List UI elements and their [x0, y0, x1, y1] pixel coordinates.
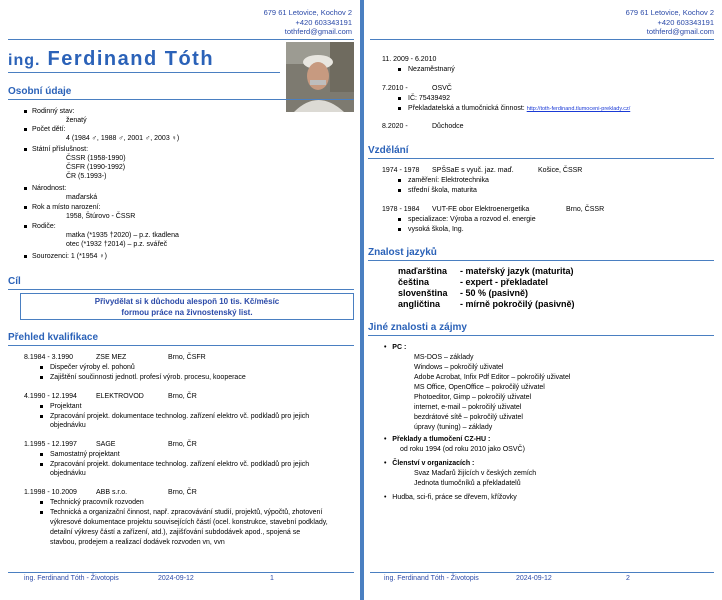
section-rule: [368, 260, 714, 261]
bullet: [40, 463, 43, 466]
citizenship-label: Státní příslušnost:: [32, 146, 89, 153]
bullet: [24, 128, 27, 131]
job-place: Brno, ČSFR: [168, 354, 206, 361]
job-period: 7.2010 -: [382, 85, 408, 92]
membership-label: • Členství v organizacích :: [384, 460, 475, 467]
membership-label-text: Členství v organizacích :: [392, 460, 475, 467]
siblings: Sourozenci: 1 (*1954 ♀): [32, 253, 107, 260]
job-place: Brno, ČR: [168, 393, 197, 400]
job-period: 8.2020 -: [382, 123, 408, 130]
language-name: slovenština: [398, 288, 448, 298]
email: tothferd@gmail.com: [646, 27, 714, 36]
page-number: 2: [626, 575, 630, 582]
contact-header: [264, 8, 352, 37]
language-level: - mírně pokročilý (pasivně): [460, 299, 575, 309]
parents-value: otec (*1932 †2014) – p.z. svářeč: [66, 241, 168, 248]
school-place: Košice, ČSSR: [538, 167, 583, 174]
citizenship-value: ČSFR (1990-1992): [66, 164, 126, 171]
translation-value: od roku 1994 (od roku 2010 jako OSVČ): [400, 446, 525, 453]
bullet: [24, 148, 27, 151]
contact-header: [626, 8, 714, 37]
job-item: detailní výkresy částí a zařízení, atd.), zajišťování subdodávek apod., spojená se: [50, 529, 301, 536]
school-place: Brno, ČSSR: [566, 206, 605, 213]
goal-box: [20, 293, 354, 320]
job-item: Zajištění součinnosti jednotl. profesí výrob. procesu, kooperace: [50, 374, 246, 381]
job-period: 11. 2009 - 6.2010: [382, 56, 437, 63]
footer-date: 2024-09-12: [158, 575, 194, 582]
bullet: [398, 68, 401, 71]
job-item: Zpracování projekt. dokumentace technolog. zařízení elektro vč. podkladů pro jejich: [50, 461, 310, 468]
membership-item: Svaz Maďarů žijících v českých zemích: [414, 470, 537, 477]
job-item: Samostatný projektant: [50, 451, 120, 458]
address: 679 61 Letovice, Kochov 2: [263, 8, 352, 17]
section-personal: Osobní údaje: [8, 86, 72, 97]
section-goal: Cíl: [8, 276, 21, 287]
translation-label: • Překlady a tlumočení CZ-HU :: [384, 436, 491, 443]
school-item: zaměření: Elektrotechnika: [408, 177, 489, 184]
bullet: [398, 179, 401, 182]
footer-doc: ing. Ferdinand Tóth - Životopis: [24, 575, 119, 582]
bullet: [24, 255, 27, 258]
citizenship-value: ČR (5.1993-): [66, 173, 107, 180]
hobbies: • Hudba, sci-fi, práce se dřevem, křížovky: [384, 494, 517, 501]
bullet: [40, 501, 43, 504]
section-rule: [8, 345, 354, 346]
job-period: 1.1995 - 12.1997: [24, 441, 77, 448]
language-level: - expert - překladatel: [460, 277, 549, 287]
bullet: [40, 376, 43, 379]
email: tothferd@gmail.com: [284, 27, 352, 36]
pc-item: bezdrátové sítě – pokročilý uživatel: [414, 414, 523, 421]
parents-value: matka (*1935 †2020) – p.z. tkadlena: [66, 232, 179, 239]
membership-item: Jednota tlumočníků a překladatelů: [414, 480, 521, 487]
school-item: specializace: Výroba a rozvod el. energie: [408, 216, 536, 223]
goal-line: Přivydělat si k důchodu alespoň 10 tis. Kč/měsíc: [94, 297, 280, 306]
section-other: Jiné znalosti a zájmy: [368, 322, 467, 333]
pc-item: internet, e-mail – pokročilý uživatel: [414, 404, 522, 411]
job-item: Technický pracovník rozvoden: [50, 499, 144, 506]
school-name: SPŠSaE s vyuč. jaz. maď.: [432, 167, 514, 174]
job-item: Dispečer výroby el. pohonů: [50, 364, 135, 371]
school-period: 1974 - 1978: [382, 167, 420, 174]
pc-item: Windows – pokročilý uživatel: [414, 364, 504, 371]
bullet: [24, 110, 27, 113]
job-item: výkresové dokumentace projektu souvisejících částí (ocel. konstrukce, stavební podklady,: [50, 519, 328, 526]
name-prefix: ing.: [8, 52, 41, 69]
job-place: Brno, ČR: [168, 489, 197, 496]
header-rule: [370, 39, 714, 40]
marital-value: ženatý: [66, 117, 87, 124]
bullet: [40, 366, 43, 369]
pc-item: úpravy (tuning) – základy: [414, 424, 493, 431]
section-rule: [8, 99, 354, 100]
bullet: [24, 225, 27, 228]
bullet: [398, 228, 401, 231]
birth-label: Rok a místo narození:: [32, 204, 101, 211]
page-number: 1: [270, 575, 274, 582]
footer-rule: [8, 572, 354, 573]
job-item: Zpracování projekt. dokumentace technolog. zařízení elektro vč. podkladů pro jejich: [50, 413, 310, 420]
full-name: Ferdinand Tóth: [47, 48, 215, 70]
job-place: Brno, ČR: [168, 441, 197, 448]
job-company: ZSE MEZ: [96, 354, 127, 361]
bullet: [40, 405, 43, 408]
job-period: 4.1990 - 12.1994: [24, 393, 77, 400]
job-item: objednávku: [50, 470, 86, 477]
job-company: OSVČ: [432, 85, 452, 92]
section-rule: [8, 289, 354, 290]
section-languages: Znalost jazyků: [368, 247, 437, 258]
section-rule: [368, 335, 714, 336]
pc-label-text: PC :: [392, 344, 407, 351]
birth-value: 1958, Štúrovo - ČSSR: [66, 213, 136, 220]
job-item: IČ: 75439492: [408, 95, 451, 102]
footer-rule: [370, 572, 714, 573]
children-value: 4 (1984 ♂, 1988 ♂, 2001 ♂, 2003 ♀): [66, 135, 180, 142]
language-name: čeština: [398, 277, 430, 287]
title-rule: [8, 72, 280, 73]
page-title: [8, 48, 214, 71]
pc-item: MS Office, OpenOffice – pokročilý uživatel: [414, 384, 545, 391]
citizenship-value: ČSSR (1958-1990): [66, 155, 126, 162]
pc-item: Adobe Acrobat, Infix Pdf Editor – pokročilý uživatel: [414, 374, 571, 381]
school-item: střední škola, maturita: [408, 187, 477, 194]
language-level: - mateřský jazyk (maturita): [460, 266, 574, 276]
footer-date: 2024-09-12: [516, 575, 552, 582]
header-rule: [8, 39, 354, 40]
translation-label-text: Překlady a tlumočení CZ-HU :: [392, 436, 491, 443]
language-name: angličtina: [398, 299, 441, 309]
job-period: 8.1984 - 3.1990: [24, 354, 74, 361]
marital-label: Rodinný stav:: [32, 108, 75, 115]
bullet: [24, 187, 27, 190]
job-company: SAGE: [96, 441, 116, 448]
school-item: vysoká škola, Ing.: [408, 226, 464, 233]
footer-doc: ing. Ferdinand Tóth - Životopis: [384, 575, 479, 582]
school-period: 1978 - 1984: [382, 206, 420, 213]
job-company: ELEKTROVOD: [96, 393, 144, 400]
job-item: Technická a organizační činnost, např. zpracovávání studií, projektů, výpočtů, zhotovení: [50, 509, 323, 516]
phone: +420 603343191: [295, 17, 352, 27]
website-link[interactable]: http://toth-ferdinand.tlumoceni-preklady.cz/: [526, 106, 631, 112]
section-education: Vzdělání: [368, 145, 409, 156]
phone: +420 603343191: [657, 17, 714, 27]
job-item: Projektant: [50, 403, 82, 410]
pc-label: • PC :: [384, 344, 407, 351]
pc-item: Photoeditor, Gimp – pokročilý uživatel: [414, 394, 532, 401]
section-qualification: Přehled kvalifikace: [8, 332, 99, 343]
job-item: stavbou, prodejem a realizací dodávek rozvoden vn, vvn: [50, 539, 225, 546]
bullet: [398, 189, 401, 192]
job-item: Nezaměstnaný: [408, 66, 455, 73]
translation-activity: Překladatelská a tlumočnická činnost:: [408, 105, 525, 112]
section-rule: [368, 158, 714, 159]
goal-line: formou práce na živnostenský list.: [121, 308, 253, 317]
job-period: 1.1998 - 10.2009: [24, 489, 77, 496]
job-company: Důchodce: [432, 123, 464, 130]
language-name: maďarština: [398, 266, 447, 276]
bullet: [24, 206, 27, 209]
school-name: VUT-FE obor Elektroenergetika: [432, 206, 530, 213]
cv-page-2: [364, 0, 722, 600]
nationality-value: maďarská: [66, 194, 98, 201]
bullet: [40, 511, 43, 514]
children-label: Počet dětí:: [32, 126, 66, 133]
cv-page-1: [0, 0, 360, 600]
address: 679 61 Letovice, Kochov 2: [625, 8, 714, 17]
language-level: - 50 % (pasivně): [460, 288, 529, 298]
job-item: [408, 104, 630, 114]
portrait-photo: [286, 42, 354, 112]
bullet: [398, 97, 401, 100]
job-company: ABB s.r.o.: [96, 489, 128, 496]
parents-label: Rodiče:: [32, 223, 56, 230]
bullet: [398, 107, 401, 110]
bullet: [40, 453, 43, 456]
hobbies-text: Hudba, sci-fi, práce se dřevem, křížovky: [392, 494, 517, 501]
bullet: [398, 218, 401, 221]
bullet: [40, 415, 43, 418]
pc-item: MS-DOS – základy: [414, 354, 474, 361]
nationality-label: Národnost:: [32, 185, 67, 192]
job-item: objednávku: [50, 422, 86, 429]
